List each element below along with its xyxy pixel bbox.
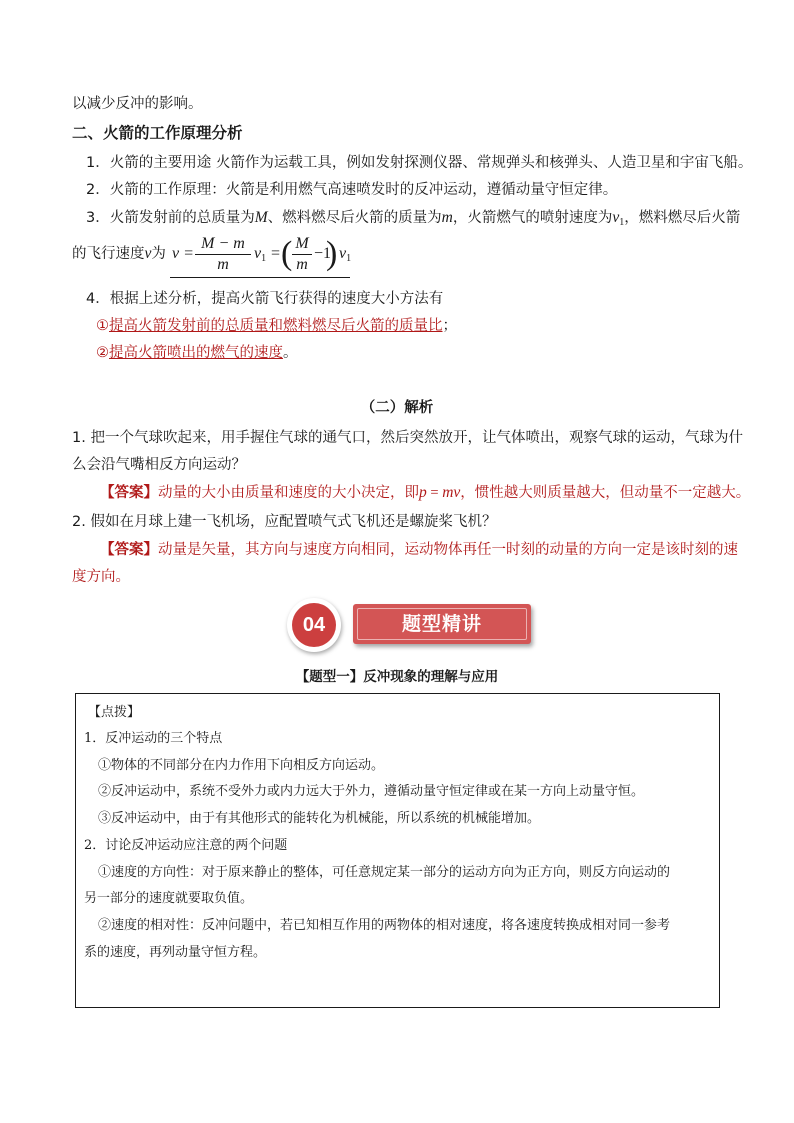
answer-2-text: 动量是矢量，其方向与速度方向相同，运动物体再任一时刻的动量的方向一定是该时刻的速 bbox=[158, 542, 738, 558]
method-1-prefix: ① bbox=[96, 318, 109, 334]
item-3-text-c: ，火箭燃气的喷射速度为 bbox=[452, 210, 613, 226]
formula-num-1: M − m bbox=[195, 234, 251, 255]
var-v1: v bbox=[612, 209, 620, 226]
item-1: 1．火箭的主要用途 火箭作为运载工具，例如发射探测仪器、常规弹头和核弹头、人造卫星和宇宙飞船。 bbox=[86, 155, 753, 171]
item-3-line-2 bbox=[72, 244, 166, 264]
answer-2-line-1 bbox=[100, 540, 738, 560]
var-v1-sub: 1 bbox=[619, 217, 625, 228]
topic-title: 【题型一】反冲现象的理解与应用 bbox=[295, 669, 499, 685]
formula-den-1: m bbox=[217, 256, 229, 273]
var-m: m bbox=[441, 209, 453, 226]
question-1-line-2: 么会沿气嘴相反方向运动？ bbox=[72, 457, 246, 473]
formula-v1-sub: 1 bbox=[261, 253, 267, 264]
item-4: 4．根据上述分析，提高火箭飞行获得的速度大小方法有 bbox=[86, 291, 444, 307]
item-3-line bbox=[86, 208, 740, 233]
formula-num-2: M bbox=[292, 234, 312, 255]
formula-v1b-v: v bbox=[339, 245, 347, 262]
answer-1-mv: mv bbox=[442, 484, 461, 501]
question-2: 2. 假如在月球上建一飞机场，应配置喷气式飞机还是螺旋桨飞机？ bbox=[72, 514, 497, 530]
formula-left-paren: ( bbox=[281, 235, 293, 272]
formula-minus-one: −1 bbox=[314, 245, 332, 262]
tip-section-1: 1．反冲运动的三个特点 bbox=[84, 731, 223, 746]
formula-fraction-2 bbox=[292, 234, 312, 275]
intro-tail: 以减少反冲的影响。 bbox=[72, 96, 203, 112]
tip-section-2-point-2-line-1: ②速度的相对性：反冲问题中，若已知相互作用的两物体的相对速度，将各速度转换成相对同一参考 bbox=[98, 918, 671, 933]
answer-1-tag: 【答案】 bbox=[100, 485, 158, 501]
analysis-heading: （二）解析 bbox=[360, 400, 434, 416]
section-banner bbox=[285, 600, 535, 650]
answer-1 bbox=[100, 483, 750, 503]
tip-section-2-point-1-line-2: 另一部分的速度就要取负值。 bbox=[84, 891, 254, 906]
method-1-end: ； bbox=[442, 318, 457, 334]
banner-number: 04 bbox=[292, 603, 336, 647]
formula-v1 bbox=[254, 244, 266, 269]
tip-section-2-point-1-line-1: ①速度的方向性：对于原来静止的整体，可任意规定某一部分的运动方向为正方向，则反方向运动的 bbox=[98, 865, 671, 880]
banner-pill bbox=[353, 604, 531, 644]
method-2-text: 提高火箭喷出的燃气的速度 bbox=[109, 345, 283, 361]
answer-1-text-b: ，惯性越大则质量越大，但动量不一定越大。 bbox=[460, 485, 751, 501]
question-1-line-1: 1. 把一个气球吹起来，用手握住气球的通气口，然后突然放开，让气体喷出，观察气球的运动，气球为什 bbox=[72, 430, 743, 446]
tip-section-2-point-2-line-2: 系的速度，再列动量守恒方程。 bbox=[84, 945, 267, 960]
tip-section-1-point-2: ②反冲运动中，系统不受外力或内力远大于外力，遵循动量守恒定律或在某一方向上动量守恒。 bbox=[98, 784, 645, 799]
answer-1-p: p bbox=[419, 484, 427, 501]
formula-fraction-1 bbox=[195, 234, 251, 275]
formula-v1b bbox=[339, 244, 351, 269]
answer-2-line-2: 度方向。 bbox=[72, 569, 130, 585]
var-v: v bbox=[144, 245, 152, 262]
formula-v1b-sub: 1 bbox=[346, 253, 352, 264]
answer-2-tag: 【答案】 bbox=[100, 542, 158, 558]
formula-underline bbox=[170, 277, 350, 278]
formula-den-2: m bbox=[296, 256, 308, 273]
method-2 bbox=[96, 343, 298, 363]
var-M: M bbox=[254, 209, 268, 226]
formula-lhs: v = bbox=[172, 245, 194, 262]
item-2: 2．火箭的工作原理：火箭是利用燃气高速喷发时的反冲运动，遵循动量守恒定律。 bbox=[86, 182, 618, 198]
answer-1-eq: = bbox=[426, 485, 443, 501]
answer-1-text-a: 动量的大小由质量和速度的大小决定，即 bbox=[158, 485, 419, 501]
tip-section-1-point-1: ①物体的不同部分在内力作用下向相反方向运动。 bbox=[98, 758, 385, 773]
tip-section-2: 2．讨论反冲运动应注意的两个问题 bbox=[84, 838, 288, 853]
item-3-text-d: ，燃料燃尽后火箭 bbox=[624, 210, 741, 226]
tip-section-1-point-3: ③反冲运动中，由于有其他形式的能转化为机械能，所以系统的机械能增加。 bbox=[98, 811, 541, 826]
item-3-text-a: 3．火箭发射前的总质量为 bbox=[86, 210, 255, 226]
banner-title: 题型精讲 bbox=[401, 613, 482, 635]
tip-heading: 【点拨】 bbox=[88, 705, 141, 720]
item-3-text-f: 为 bbox=[151, 246, 166, 262]
method-1 bbox=[96, 316, 457, 336]
method-2-prefix: ② bbox=[96, 345, 109, 361]
banner-number-badge bbox=[287, 598, 341, 652]
method-2-end: 。 bbox=[283, 345, 298, 361]
method-1-text: 提高火箭发射前的总质量和燃料燃尽后火箭的质量比 bbox=[109, 318, 443, 334]
item-3-text-b: 、燃料燃尽后火箭的质量为 bbox=[267, 210, 442, 226]
tip-box bbox=[75, 693, 720, 1008]
section-heading: 二、火箭的工作原理分析 bbox=[72, 124, 243, 142]
formula-equals: = bbox=[271, 245, 281, 262]
formula-v1-v: v bbox=[254, 245, 262, 262]
item-3-text-e: 的飞行速度 bbox=[72, 246, 145, 262]
formula-right-paren: ) bbox=[326, 235, 338, 272]
